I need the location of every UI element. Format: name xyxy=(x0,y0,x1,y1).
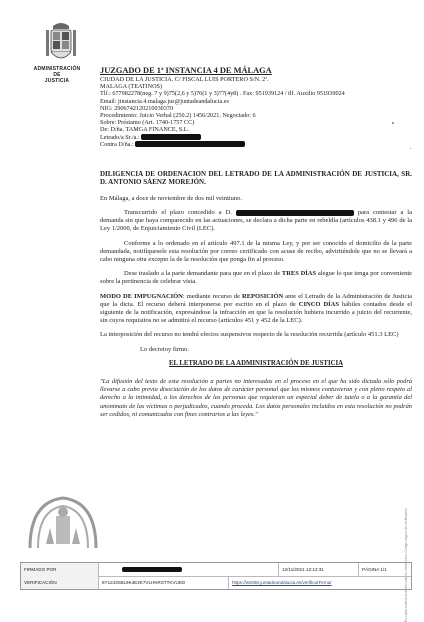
administration-block xyxy=(14,66,100,84)
junta-logo-icon xyxy=(20,492,106,552)
paragraph-rebeldia xyxy=(100,209,412,234)
imp-bold-1: REPOSICIÓN xyxy=(242,292,284,300)
redaction-letrado xyxy=(141,134,201,140)
redaction-defendant xyxy=(236,210,354,216)
diligencia-heading: DILIGENCIA DE ORDENACION DEL LETRADO DE LA ADMINISTRACIÓN DE JUSTICIA, SR. D. ANTONIO SÁENZ MOREJÓN. xyxy=(100,170,412,187)
imp-text-c: hábiles contados desde el siguiente de la notificación, expresándose la infracción en que la resolución hubiera incurrido a juicio del recurrente, sin cuyos requisitos no se admitirá el recurso (artículos 451 y 452 de la LEC). xyxy=(100,300,413,325)
verification-code: 8Y1243S8L9K4E2K7VLHKRSTTKVUED xyxy=(99,576,229,589)
redaction-contra xyxy=(135,141,245,147)
p1-text-b: para contestar a la demanda sin que haya comparecido en las actuaciones, se declara a dicha parte en rebeldía (artículos 438.1 y 496 de la Ley 1/2000, de Enjuiciamiento Civil (LEC). xyxy=(100,209,413,233)
p3-text-a: Dese traslado a la parte demandante para que en el plazo de xyxy=(124,270,281,278)
verification-label: VERIFICACIÓN xyxy=(21,576,99,589)
court-phones: Tlf.: 677982278(neg. 7 y 9)75(2,6 y 5)76(1 y 3)77(4y8) . Fax: 951939124 / tlf. Auxilio 951939024 xyxy=(100,90,345,98)
admin-line-1: ADMINISTRACIÓN xyxy=(33,66,81,72)
p3-text-b: alegue lo que tenga por conveniente sobre la pertinencia de celebrar vista. xyxy=(100,270,413,286)
page-number: PÁGINA 1/1 xyxy=(362,567,387,572)
p1-text-a: Transcurrido el plazo concedido a D. xyxy=(124,209,232,217)
scan-speck xyxy=(392,122,394,124)
doy-fe: Lo decretoy firmo. xyxy=(140,345,189,353)
verification-url-link[interactable]: https://ws050.juntadeandalucia.es/verificarFirma/ xyxy=(232,580,332,585)
court-letrado xyxy=(100,134,418,141)
contra-label: Contra D/ña.: xyxy=(100,140,134,148)
document-body xyxy=(100,170,412,419)
imp-bold-2: CINCO DÍAS xyxy=(298,300,339,308)
court-email: Email: jinstancia.4.malaga.jus@juntadeandalucia.es xyxy=(100,97,229,105)
court-nig: NIG: 2906742120210030370 xyxy=(100,104,174,112)
signed-by-value xyxy=(99,563,279,576)
footer-row-verification xyxy=(21,576,411,589)
court-contra xyxy=(100,141,418,148)
scan-speck xyxy=(410,148,411,149)
admin-line-2: DE xyxy=(53,72,61,78)
vertical-verification-text: Es copia auténtica de documento electrónico. Código seguro de verificación xyxy=(404,507,408,622)
letrado-label: Letrado/a Sr./a.: xyxy=(100,133,140,141)
signature-line: EL LETRADO DE LA ADMINISTRACIÓN DE JUSTICIA xyxy=(168,359,344,367)
court-procedimiento: Procedimiento: Juicio Verbal (250.2) 1456/2021. Negociado: 6 xyxy=(100,112,256,120)
impugnacion-label: MODO DE IMPUGNACIÓN xyxy=(100,292,183,300)
verification-footer xyxy=(20,562,412,590)
court-header xyxy=(100,66,418,148)
paragraph-impugnacion xyxy=(100,293,412,326)
admin-line-3: JUSTICIA xyxy=(44,78,70,84)
court-title: JUZGADO DE 1ª INSTANCIA 4 DE MÁLAGA xyxy=(100,66,272,75)
imp-text-a: : mediante recurso de xyxy=(182,292,240,300)
paragraph-interposicion: La interposición del recurso no tendrá efectos suspensivos respecto de la resolución recurrida (artículo 451.3 LEC) xyxy=(100,331,399,339)
court-address-1: CIUDAD DE LA JUSTICIA. C/ FISCAL LUIS PORTERO S/N. 2ª. xyxy=(100,76,269,83)
paragraph-notificacion: Conforme a lo ordenado en el artículo 497.1 de la misma Ley, y por ser conocido el domicilio de la parte demandada, notifíquesele esta resolución por correo certificado con acuse de recibo, advirtiéndole que no se llevará a cabo ninguna otra excepto la de la resolución que ponga fin al proceso. xyxy=(100,239,412,264)
place-date: En Málaga, a doce de noviembre de dos mil veintiuno. xyxy=(100,194,243,202)
p3-bold: TRES DÍAS xyxy=(281,270,317,278)
signed-by-label: FIRMADO POR xyxy=(21,563,99,576)
coat-of-arms-icon xyxy=(44,20,78,64)
court-sobre: Sobre: Préstamo (Art. 1740-1757 CC) xyxy=(100,119,195,127)
redaction-signer xyxy=(122,567,182,572)
court-address-2: MALAGA (TEATINOS) xyxy=(100,83,163,91)
privacy-notice: "La difusión del texto de esta resolución a partes no interesadas en el proceso en el que ha sido dictada sólo podrá llevarse a cabo previa disociación de los datos de carácter personal que los mismos contuvieran y con pleno respeto al derecho a la intimidad, a los derechos de las personas que requieran un especial deber de tutela o a la garantía del anonimato de las víctimas o perjudicados, cuando proceda. Los datos personales incluidos en esta resolución no podrán ser cedidos, ni comunicados con fines contrarios a las leyes." xyxy=(100,378,412,418)
paragraph-traslado xyxy=(100,270,412,286)
imp-text-b: ante el Letrado de la Administración de Justicia que la dicta. El recurso deberá interponerse por escrito en el plazo de xyxy=(100,292,413,308)
signed-date: 12/11/2021 12:12:31 xyxy=(279,563,359,576)
footer-row-signed xyxy=(21,563,411,577)
court-de: De: D/ña. TAMGA FINANCE, S.L. xyxy=(100,126,190,134)
